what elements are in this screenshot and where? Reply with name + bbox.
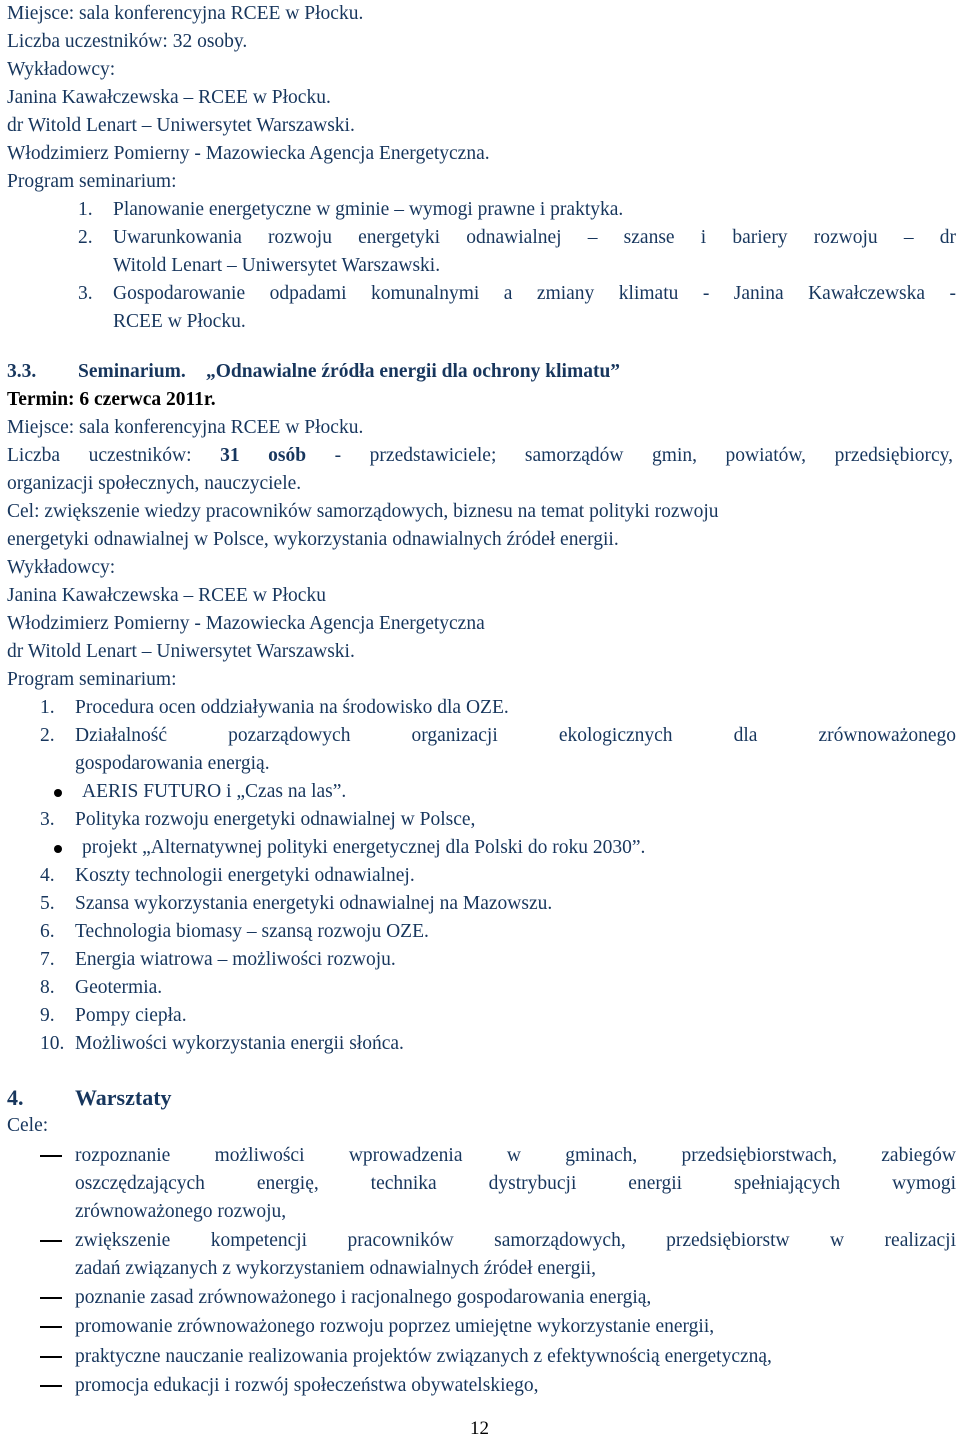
program-item-3-num: 3.: [78, 283, 93, 304]
wykladowcy-2-label: Wykładowcy:: [7, 557, 116, 578]
cel-line2: energetyki odnawialnej w Polsce, wykorzystania odnawialnych źródeł energii.: [7, 529, 619, 550]
bullet-dot-1: [54, 778, 62, 806]
program-item-1-num: 1.: [78, 199, 93, 220]
p9-text: Pompy ciepła.: [75, 1005, 187, 1026]
miejsce-2-line: Miejsce: sala konferencyjna RCEE w Płocku.: [7, 417, 364, 438]
program-label: Program seminarium:: [7, 171, 177, 192]
program-item-2-line1: Uwarunkowania rozwoju energetyki odnawialnej – szanse i bariery rozwoju – dr: [113, 227, 956, 248]
cel-item-4: promowanie zrównoważonego rozwoju poprzez umiejętne wykorzystanie energii,: [75, 1316, 715, 1337]
p4-text: Koszty technologii energetyki odnawialnej.: [75, 865, 415, 886]
program-item-1: Planowanie energetyczne w gminie – wymogi prawne i praktyka.: [113, 199, 624, 220]
liczba-line: [7, 28, 247, 56]
program-item-3-line1: Gospodarowanie odpadami komunalnymi a zmiany klimatu - Janina Kawałczewska -: [113, 283, 956, 304]
p3-num: 3.: [40, 809, 55, 830]
miejsce-line: [7, 0, 363, 28]
liczba-2-rest: - przedstawiciele; samorządów gmin, powiatów, przedsiębiorcy,: [334, 445, 954, 466]
cel-item-1-line2: oszczędzających energię, technika dystrybucji energii spełniających wymogi: [75, 1173, 956, 1194]
cel-item-2-line1: zwiększenie kompetencji pracowników samorządowych, przedsiębiorstw w realizacji: [75, 1230, 956, 1251]
p2-line1: Działalność pozarządowych organizacji ekologicznych dla zrównoważonego: [75, 725, 956, 746]
dash-1: [40, 1155, 62, 1157]
p6-num: 6.: [40, 921, 55, 942]
wykladowca-2-1: Janina Kawałczewska – RCEE w Płocku: [7, 585, 326, 606]
cel-label: Cel:: [7, 501, 40, 522]
liczba-2-label: Liczba uczestników:: [7, 445, 192, 466]
wykladowca-2-3: dr Witold Lenart – Uniwersytet Warszawski.: [7, 641, 355, 662]
p2-line2: gospodarowania energią.: [75, 753, 270, 774]
cel-item-1-line3: zrównoważonego rozwoju,: [75, 1201, 287, 1222]
section-4-num: 4.: [7, 1085, 24, 1110]
p10-text: Możliwości wykorzystania energii słońca.: [75, 1033, 404, 1054]
dash-4: [40, 1326, 62, 1328]
dash-2: [40, 1240, 62, 1242]
wykladowcy-label: Wykładowcy:: [7, 59, 116, 80]
section-3-3-label: Seminarium.: [78, 361, 186, 382]
dash-6: [40, 1385, 62, 1387]
p7-num: 7.: [40, 949, 55, 970]
cel-item-6: promocja edukacji i rozwój społeczeństwa obywatelskiego,: [75, 1375, 539, 1396]
cel-item-2-line2: zadań związanych z wykorzystaniem odnawialnych źródeł energii,: [75, 1258, 597, 1279]
liczba-label: Liczba uczestników:: [7, 31, 168, 52]
section-3-3-title: „Odnawialne źródła energii dla ochrony klimatu”: [206, 361, 621, 382]
cel-text-1: zwiększenie wiedzy pracowników samorządowych, biznesu na temat polityki rozwoju: [44, 501, 719, 522]
p2-num: 2.: [40, 725, 55, 746]
program-item-3-line2: RCEE w Płocku.: [113, 311, 246, 332]
liczba-2-value: 31 osób: [220, 445, 307, 466]
wykladowca-3: Włodzimierz Pomierny - Mazowiecka Agencja Energetyczna.: [7, 143, 490, 164]
program-item-2-line2: Witold Lenart – Uniwersytet Warszawski.: [113, 255, 441, 276]
p1-text: Procedura ocen oddziaływania na środowisko dla OZE.: [75, 697, 509, 718]
p7-text: Energia wiatrowa – możliwości rozwoju.: [75, 949, 396, 970]
liczba-2-line: [7, 442, 953, 470]
p1-num: 1.: [40, 697, 55, 718]
p4-num: 4.: [40, 865, 55, 886]
p5-text: Szansa wykorzystania energetyki odnawialnej na Mazowszu.: [75, 893, 553, 914]
program-2-label: Program seminarium:: [7, 669, 177, 690]
p2-bullet: AERIS FUTURO i „Czas na las”.: [82, 781, 347, 802]
page-number: 12: [470, 1418, 489, 1439]
p8-num: 8.: [40, 977, 55, 998]
dash-3: [40, 1297, 62, 1299]
cel-line: [7, 498, 719, 526]
cel-item-1-line1: rozpoznanie możliwości wprowadzenia w gminach, przedsiębiorstwach, zabiegów: [75, 1145, 956, 1166]
p8-text: Geotermia.: [75, 977, 163, 998]
section-4-title: Warsztaty: [75, 1085, 172, 1110]
miejsce-value: sala konferencyjna RCEE w Płocku.: [79, 3, 364, 24]
wykladowca-1: Janina Kawałczewska – RCEE w Płocku.: [7, 87, 331, 108]
p5-num: 5.: [40, 893, 55, 914]
termin-line: Termin: 6 czerwca 2011r.: [7, 389, 216, 410]
cel-item-3: poznanie zasad zrównoważonego i racjonalnego gospodarowania energią,: [75, 1287, 652, 1308]
p10-num: 10.: [40, 1033, 65, 1054]
miejsce-label: Miejsce:: [7, 3, 75, 24]
wykladowca-2-2: Włodzimierz Pomierny - Mazowiecka Agencja Energetyczna: [7, 613, 485, 634]
liczba-value: 32 osoby.: [172, 31, 248, 52]
bullet-dot-2: [54, 834, 62, 862]
dash-5: [40, 1356, 62, 1358]
cele-label: Cele:: [7, 1115, 49, 1136]
liczba-2-line2: organizacji społecznych, nauczyciele.: [7, 473, 302, 494]
section-3-3-num: 3.3.: [7, 361, 37, 382]
p3-bullet: projekt „Alternatywnej polityki energetycznej dla Polski do roku 2030”.: [82, 837, 646, 858]
wykladowca-2: dr Witold Lenart – Uniwersytet Warszawski.: [7, 115, 355, 136]
p3-text: Polityka rozwoju energetyki odnawialnej w Polsce,: [75, 809, 476, 830]
program-item-2-num: 2.: [78, 227, 93, 248]
cel-item-5: praktyczne nauczanie realizowania projektów związanych z efektywnością energetyczną,: [75, 1346, 772, 1367]
p9-num: 9.: [40, 1005, 55, 1026]
p6-text: Technologia biomasy – szansą rozwoju OZE.: [75, 921, 429, 942]
